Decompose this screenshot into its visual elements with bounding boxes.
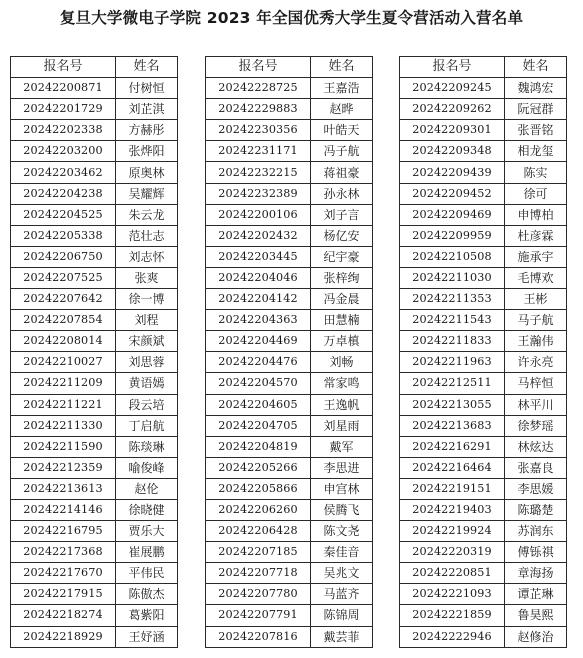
table-row [400, 246, 567, 267]
registration-number: 20242211833 [400, 331, 505, 352]
table-row [11, 373, 178, 394]
table-row [11, 162, 178, 183]
registration-number: 20242219151 [400, 478, 505, 499]
student-name: 侯腾飞 [311, 499, 373, 520]
table-row [206, 457, 373, 478]
student-name: 李思媛 [505, 478, 567, 499]
student-name: 孙永林 [311, 183, 373, 204]
registration-number: 20242200106 [206, 204, 311, 225]
table-row [11, 289, 178, 310]
student-name: 杨亿安 [311, 225, 373, 246]
registration-number: 20242219924 [400, 521, 505, 542]
student-name: 徐一博 [116, 289, 178, 310]
student-name: 田慧楠 [311, 310, 373, 331]
student-name: 丁启航 [116, 415, 178, 436]
registration-number: 20242228725 [206, 78, 311, 99]
table-row [11, 99, 178, 120]
table-row [11, 563, 178, 584]
table-row [400, 415, 567, 436]
table-row [206, 415, 373, 436]
registration-number: 20242216464 [400, 457, 505, 478]
student-name: 付树恒 [116, 78, 178, 99]
roster-table-2 [205, 56, 373, 648]
student-name: 鲁昊熙 [505, 605, 567, 626]
student-name: 蒋祖豪 [311, 162, 373, 183]
registration-number: 20242207791 [206, 605, 311, 626]
table-row [206, 331, 373, 352]
table-row [11, 626, 178, 647]
table-header-row [206, 57, 373, 78]
table-row [206, 289, 373, 310]
table-row [11, 436, 178, 457]
table-row [400, 457, 567, 478]
student-name: 林炫达 [505, 436, 567, 457]
student-name: 冯子航 [311, 141, 373, 162]
registration-number: 20242217915 [11, 584, 116, 605]
registration-number: 20242216795 [11, 521, 116, 542]
registration-number: 20242207642 [11, 289, 116, 310]
table-row [400, 373, 567, 394]
table-row [206, 78, 373, 99]
page-title: 复旦大学微电子学院 2023 年全国优秀大学生夏令营活动入营名单 [59, 9, 524, 27]
student-name: 施承宇 [505, 246, 567, 267]
student-name: 刘思蓉 [116, 352, 178, 373]
student-name: 平伟民 [116, 563, 178, 584]
student-name: 陈文尧 [311, 521, 373, 542]
table-row [11, 78, 178, 99]
table-row [400, 436, 567, 457]
table-row [400, 478, 567, 499]
registration-number: 20242230356 [206, 120, 311, 141]
student-name: 范壮志 [116, 225, 178, 246]
table-row [206, 626, 373, 647]
student-name: 章海扬 [505, 563, 567, 584]
registration-number: 20242207185 [206, 542, 311, 563]
student-name: 戴芸菲 [311, 626, 373, 647]
student-name: 崔展鹏 [116, 542, 178, 563]
registration-number: 20242211030 [400, 267, 505, 288]
student-name: 赵晔 [311, 99, 373, 120]
table-row [206, 267, 373, 288]
roster-table-1 [10, 56, 178, 648]
registration-number: 20242231171 [206, 141, 311, 162]
table-row [206, 183, 373, 204]
table-row [206, 373, 373, 394]
registration-number: 20242211209 [11, 373, 116, 394]
registration-number: 20242210027 [11, 352, 116, 373]
table-row [206, 584, 373, 605]
student-name: 王彬 [505, 289, 567, 310]
registration-number: 20242211963 [400, 352, 505, 373]
table-row [400, 267, 567, 288]
table-row [400, 584, 567, 605]
registration-number: 20242232215 [206, 162, 311, 183]
table-row [400, 499, 567, 520]
student-name: 马子航 [505, 310, 567, 331]
student-name: 原奥林 [116, 162, 178, 183]
student-name: 林平川 [505, 394, 567, 415]
student-name: 喻俊峰 [116, 457, 178, 478]
student-name: 张烨阳 [116, 141, 178, 162]
student-name: 相龙玺 [505, 141, 567, 162]
student-name: 陈实 [505, 162, 567, 183]
table-row [206, 120, 373, 141]
table-row [206, 394, 373, 415]
registration-number: 20242222946 [400, 626, 505, 647]
registration-number: 20242204525 [11, 204, 116, 225]
registration-number: 20242218929 [11, 626, 116, 647]
table-row [11, 584, 178, 605]
table-row [11, 394, 178, 415]
student-name: 马梓恒 [505, 373, 567, 394]
student-name: 戴军 [311, 436, 373, 457]
registration-number: 20242209959 [400, 225, 505, 246]
table-row [206, 99, 373, 120]
student-name: 申博柏 [505, 204, 567, 225]
registration-number: 20242204363 [206, 310, 311, 331]
student-name: 陈璐楚 [505, 499, 567, 520]
registration-number: 20242200871 [11, 78, 116, 99]
column-header-name: 姓名 [311, 57, 373, 78]
student-name: 马蓝齐 [311, 584, 373, 605]
registration-number: 20242207816 [206, 626, 311, 647]
registration-number: 20242204469 [206, 331, 311, 352]
table-header-row [11, 57, 178, 78]
registration-number: 20242220319 [400, 542, 505, 563]
registration-number: 20242203462 [11, 162, 116, 183]
student-name: 吴兆文 [311, 563, 373, 584]
registration-number: 20242214146 [11, 499, 116, 520]
table-row [400, 204, 567, 225]
registration-number: 20242218274 [11, 605, 116, 626]
table-row [206, 436, 373, 457]
student-name: 王逸帆 [311, 394, 373, 415]
student-name: 张爽 [116, 267, 178, 288]
registration-number: 20242205866 [206, 478, 311, 499]
table-header-row [400, 57, 567, 78]
registration-number: 20242209245 [400, 78, 505, 99]
registration-number: 20242209301 [400, 120, 505, 141]
table-row [11, 521, 178, 542]
table-row [206, 478, 373, 499]
student-name: 吴耀辉 [116, 183, 178, 204]
table-row [206, 246, 373, 267]
table-row [11, 331, 178, 352]
student-name: 陈琰琳 [116, 436, 178, 457]
registration-number: 20242209348 [400, 141, 505, 162]
table-row [11, 605, 178, 626]
table-row [11, 183, 178, 204]
registration-number: 20242213683 [400, 415, 505, 436]
registration-number: 20242205266 [206, 457, 311, 478]
registration-number: 20242203445 [206, 246, 311, 267]
registration-number: 20242216291 [400, 436, 505, 457]
registration-number: 20242211221 [11, 394, 116, 415]
registration-number: 20242217670 [11, 563, 116, 584]
table-row [400, 542, 567, 563]
student-name: 张嘉良 [505, 457, 567, 478]
registration-number: 20242205338 [11, 225, 116, 246]
table-row [11, 352, 178, 373]
student-name: 王妤涵 [116, 626, 178, 647]
student-name: 朱云龙 [116, 204, 178, 225]
student-name: 段云培 [116, 394, 178, 415]
column-header-name: 姓名 [116, 57, 178, 78]
student-name: 贾乐大 [116, 521, 178, 542]
student-name: 徐晓健 [116, 499, 178, 520]
table-row [400, 521, 567, 542]
registration-number: 20242211543 [400, 310, 505, 331]
table-row [206, 563, 373, 584]
student-name: 傅铄祺 [505, 542, 567, 563]
registration-number: 20242203200 [11, 141, 116, 162]
table-row [206, 204, 373, 225]
registration-number: 20242209452 [400, 183, 505, 204]
table-row [11, 542, 178, 563]
registration-number: 20242229883 [206, 99, 311, 120]
table-row [11, 225, 178, 246]
student-name: 宋颜斌 [116, 331, 178, 352]
column-header-id: 报名号 [11, 57, 116, 78]
registration-number: 20242211353 [400, 289, 505, 310]
table-row [206, 542, 373, 563]
student-name: 毛博欢 [505, 267, 567, 288]
registration-number: 20242211590 [11, 436, 116, 457]
registration-number: 20242212511 [400, 373, 505, 394]
student-name: 申宫林 [311, 478, 373, 499]
registration-number: 20242201729 [11, 99, 116, 120]
student-name: 万卓槙 [311, 331, 373, 352]
registration-number: 20242208014 [11, 331, 116, 352]
registration-number: 20242206260 [206, 499, 311, 520]
registration-number: 20242209469 [400, 204, 505, 225]
student-name: 赵修治 [505, 626, 567, 647]
table-row [11, 204, 178, 225]
table-row [206, 605, 373, 626]
registration-number: 20242207718 [206, 563, 311, 584]
registration-number: 20242206750 [11, 246, 116, 267]
registration-number: 20242209439 [400, 162, 505, 183]
registration-number: 20242232389 [206, 183, 311, 204]
registration-number: 20242219403 [400, 499, 505, 520]
table-row [206, 225, 373, 246]
registration-number: 20242202432 [206, 225, 311, 246]
student-name: 冯金晨 [311, 289, 373, 310]
student-name: 刘星雨 [311, 415, 373, 436]
student-name: 王瀚伟 [505, 331, 567, 352]
table-row [206, 352, 373, 373]
table-row [400, 99, 567, 120]
table-row [11, 310, 178, 331]
table-row [11, 267, 178, 288]
registration-number: 20242212359 [11, 457, 116, 478]
table-row [400, 563, 567, 584]
student-name: 张梓绚 [311, 267, 373, 288]
table-row [400, 183, 567, 204]
student-name: 许永亮 [505, 352, 567, 373]
student-name: 王嘉浩 [311, 78, 373, 99]
registration-number: 20242204238 [11, 183, 116, 204]
table-row [206, 521, 373, 542]
student-name: 刘子言 [311, 204, 373, 225]
student-name: 张晋铭 [505, 120, 567, 141]
table-row [400, 310, 567, 331]
table-row [11, 415, 178, 436]
student-name: 徐梦瑶 [505, 415, 567, 436]
table-row [11, 246, 178, 267]
registration-number: 20242207780 [206, 584, 311, 605]
table-row [400, 605, 567, 626]
student-name: 方赫彤 [116, 120, 178, 141]
registration-number: 20242221859 [400, 605, 505, 626]
student-name: 徐可 [505, 183, 567, 204]
registration-number: 20242211330 [11, 415, 116, 436]
registration-number: 20242204476 [206, 352, 311, 373]
table-row [400, 141, 567, 162]
column-header-id: 报名号 [400, 57, 505, 78]
table-row [206, 141, 373, 162]
column-header-id: 报名号 [206, 57, 311, 78]
registration-number: 20242213055 [400, 394, 505, 415]
table-row [400, 626, 567, 647]
student-name: 刘芷淇 [116, 99, 178, 120]
student-name: 常家鸣 [311, 373, 373, 394]
registration-number: 20242204705 [206, 415, 311, 436]
table-row [206, 162, 373, 183]
student-name: 李思进 [311, 457, 373, 478]
student-name: 葛紫阳 [116, 605, 178, 626]
registration-number: 20242210508 [400, 246, 505, 267]
table-row [206, 499, 373, 520]
registration-number: 20242209262 [400, 99, 505, 120]
table-row [400, 78, 567, 99]
student-name: 刘志怀 [116, 246, 178, 267]
table-row [400, 120, 567, 141]
student-name: 苏润东 [505, 521, 567, 542]
student-name: 刘程 [116, 310, 178, 331]
registration-number: 20242220851 [400, 563, 505, 584]
table-row [206, 310, 373, 331]
registration-number: 20242204142 [206, 289, 311, 310]
table-row [400, 331, 567, 352]
registration-number: 20242204605 [206, 394, 311, 415]
registration-number: 20242204570 [206, 373, 311, 394]
table-row [11, 120, 178, 141]
column-header-name: 姓名 [505, 57, 567, 78]
registration-number: 20242202338 [11, 120, 116, 141]
student-name: 魏鸿宏 [505, 78, 567, 99]
registration-number: 20242207525 [11, 267, 116, 288]
table-row [400, 352, 567, 373]
student-name: 杜彦霖 [505, 225, 567, 246]
student-name: 陈傲杰 [116, 584, 178, 605]
student-name: 刘畅 [311, 352, 373, 373]
registration-number: 20242204819 [206, 436, 311, 457]
table-row [400, 162, 567, 183]
registration-number: 20242213613 [11, 478, 116, 499]
table-row [400, 289, 567, 310]
student-name: 陈锦周 [311, 605, 373, 626]
student-name: 黄语嫣 [116, 373, 178, 394]
student-name: 谭芷琳 [505, 584, 567, 605]
student-name: 秦佳音 [311, 542, 373, 563]
student-name: 赵伦 [116, 478, 178, 499]
student-name: 阮冠群 [505, 99, 567, 120]
table-row [11, 478, 178, 499]
registration-number: 20242207854 [11, 310, 116, 331]
roster-table-3 [399, 56, 567, 648]
student-name: 叶皓天 [311, 120, 373, 141]
table-row [11, 499, 178, 520]
table-row [11, 141, 178, 162]
student-name: 纪宇豪 [311, 246, 373, 267]
registration-number: 20242217368 [11, 542, 116, 563]
table-row [400, 225, 567, 246]
registration-number: 20242206428 [206, 521, 311, 542]
table-row [400, 394, 567, 415]
table-row [11, 457, 178, 478]
registration-number: 20242204046 [206, 267, 311, 288]
registration-number: 20242221093 [400, 584, 505, 605]
